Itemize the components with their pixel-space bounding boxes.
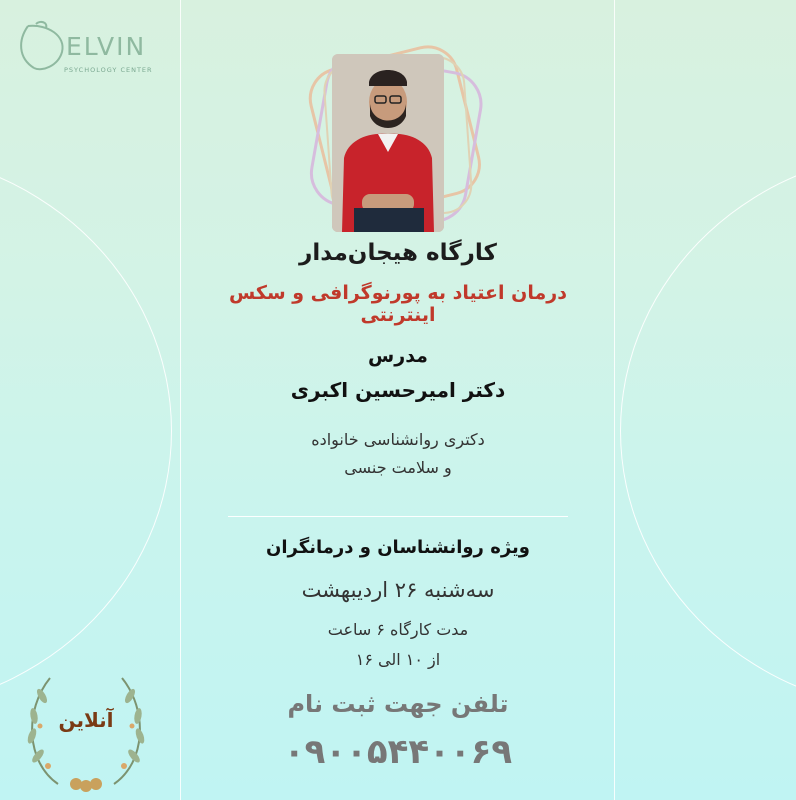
logo-text: ELVIN [66, 32, 147, 61]
divider-line-right [614, 0, 615, 800]
workshop-hours: از ۱۰ الی ۱۶ [355, 650, 441, 669]
logo-subtitle: PSYCHOLOGY CENTER [64, 66, 153, 74]
instructor-degree-line1: دکتری روانشناسی خانواده [311, 430, 485, 449]
workshop-title: کارگاه هیجان‌مدار [299, 240, 497, 266]
person-figure [332, 54, 444, 232]
registration-label: تلفن جهت ثبت نام [287, 690, 509, 718]
instructor-photo-frame [298, 40, 498, 240]
workshop-subtitle: درمان اعتیاد به پورنوگرافی و سکس اینترنتی [229, 282, 567, 326]
instructor-photo [332, 54, 444, 232]
instructor-degree-line2: و سلامت جنسی [344, 458, 452, 477]
registration-phone[interactable]: ۰۹۰۰۵۴۴۰۰۶۹ [283, 732, 513, 772]
workshop-duration: مدت کارگاه ۶ ساعت [327, 620, 469, 639]
decor-arc-right [620, 150, 796, 712]
workshop-date: سه‌شنبه ۲۶ اردیبهشت [301, 578, 495, 602]
online-badge: آنلاین [58, 708, 114, 732]
logo [14, 18, 174, 78]
instructor-label: مدرس [368, 345, 428, 367]
instructor-name: دکتر امیرحسین اکبری [290, 378, 506, 402]
content-divider [228, 516, 568, 517]
divider-line-left [180, 0, 181, 800]
decor-arc-left [0, 150, 172, 712]
target-audience: ویژه روانشناسان و درمانگران [266, 537, 530, 558]
